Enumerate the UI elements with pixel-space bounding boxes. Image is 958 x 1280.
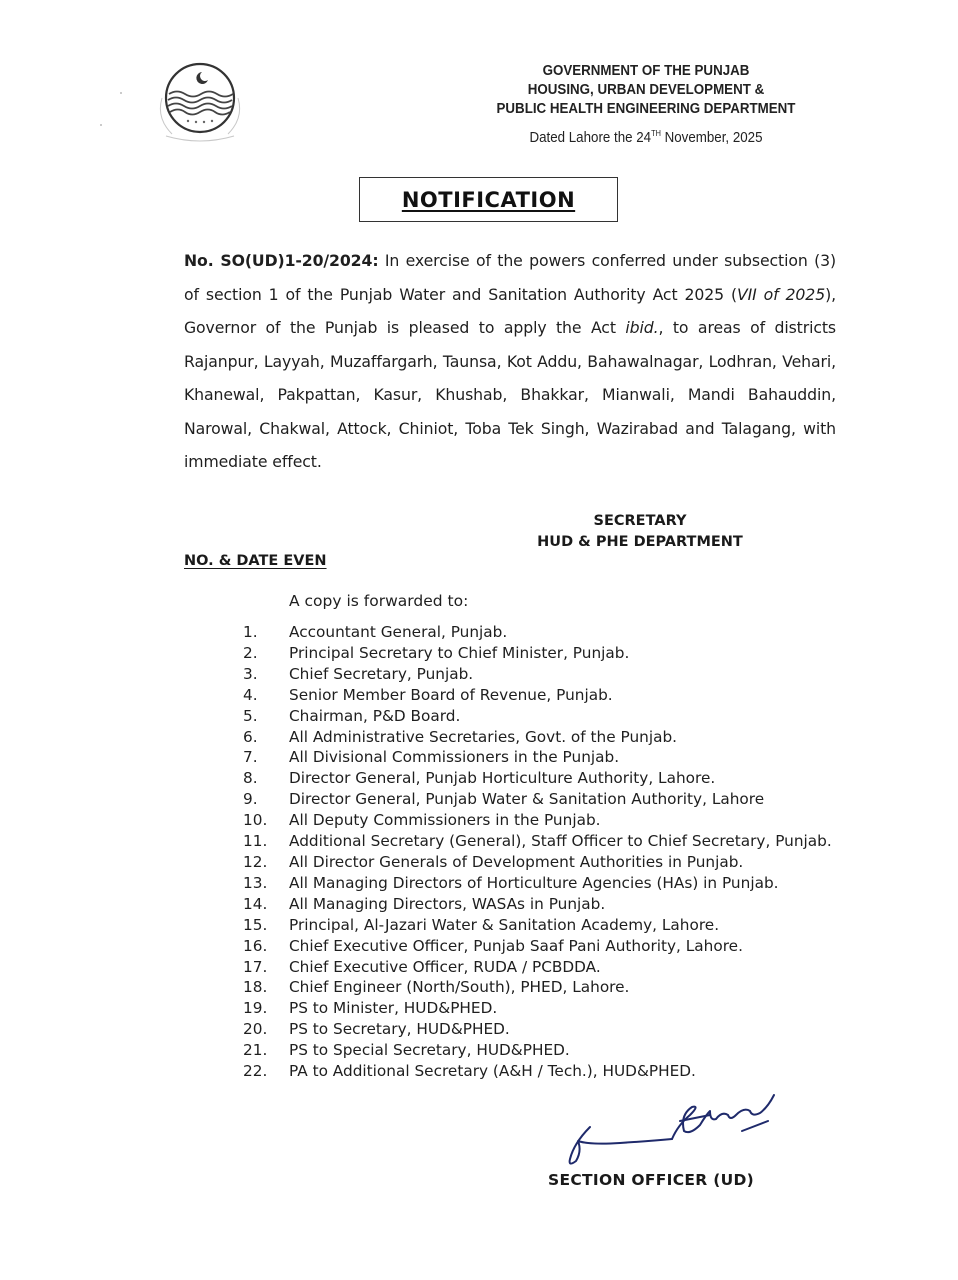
recipient-text: All Managing Directors, WASAs in Punjab. [289, 894, 606, 913]
recipient-text: Senior Member Board of Revenue, Punjab. [289, 685, 613, 704]
recipient-item [243, 622, 843, 643]
recipient-text: All Director Generals of Development Authorities in Punjab. [289, 852, 744, 871]
recipient-number: 17. [243, 957, 268, 976]
recipient-item [243, 706, 843, 727]
notification-title: NOTIFICATION [401, 187, 576, 212]
recipient-number: 20. [243, 1020, 268, 1039]
ibid: ibid. [625, 318, 659, 337]
scan-speck [100, 124, 102, 126]
act-reference: VII of 2025 [737, 284, 826, 304]
notification-body [184, 244, 836, 479]
recipient-text: Chief Secretary, Punjab. [289, 664, 474, 683]
letterhead-government: GOVERNMENT OF THE PUNJAB [542, 63, 750, 79]
recipient-number: 1. [243, 623, 258, 641]
letterhead-department-line1: HOUSING, URBAN DEVELOPMENT & [527, 82, 765, 98]
notification-title-box [359, 177, 618, 222]
recipient-number: 18. [243, 978, 268, 997]
recipient-item [243, 831, 843, 852]
recipient-item [243, 810, 843, 831]
recipient-text: Additional Secretary (General), Staff Officer to Chief Secretary, Punjab. [289, 832, 832, 851]
punjab-emblem-logo [152, 58, 248, 142]
recipient-text: Principal Secretary to Chief Minister, Punjab. [289, 643, 630, 662]
recipient-text: All Administrative Secretaries, Govt. of the Punjab. [289, 727, 678, 746]
secretary-signatory [520, 511, 760, 553]
recipient-item [243, 977, 843, 998]
recipient-number: 8. [243, 769, 258, 788]
recipient-number: 19. [243, 999, 268, 1018]
recipient-text: Chief Executive Officer, RUDA / PCBDDA. [289, 957, 601, 976]
letterhead [456, 62, 835, 148]
signatory-department: HUD & PHE DEPARTMENT [537, 534, 743, 550]
recipient-text: PS to Minister, HUD&PHED. [289, 999, 498, 1018]
recipient-item [243, 936, 843, 957]
recipient-number: 6. [243, 727, 258, 746]
recipient-item [243, 1040, 843, 1061]
recipient-number: 13. [243, 873, 268, 892]
recipient-number: 9. [243, 790, 258, 809]
recipient-list [243, 622, 843, 1082]
date-ordinal: TH [651, 129, 661, 138]
recipient-text: Chief Executive Officer, Punjab Saaf Pani Authority, Lahore. [289, 936, 743, 955]
recipient-text: PS to Special Secretary, HUD&PHED. [289, 1041, 570, 1060]
recipient-text: Chairman, P&D Board. [289, 706, 461, 725]
recipient-text: All Deputy Commissioners in the Punjab. [289, 811, 601, 830]
recipient-number: 11. [243, 832, 268, 851]
handwritten-signature [560, 1085, 790, 1175]
recipient-item [243, 747, 843, 768]
recipient-number: 2. [243, 643, 258, 662]
scan-speck [120, 92, 122, 94]
recipient-number: 22. [243, 1062, 268, 1081]
recipient-item [243, 894, 843, 915]
recipient-text: All Divisional Commissioners in the Punjab. [289, 748, 620, 767]
recipient-text: PS to Secretary, HUD&PHED. [289, 1020, 510, 1039]
recipient-item [243, 727, 843, 748]
date-suffix: November, 2025 [660, 130, 763, 146]
recipient-item [243, 1019, 843, 1040]
recipient-text: Chief Engineer (North/South), PHED, Lahore. [289, 978, 630, 997]
recipient-item [243, 957, 843, 978]
body-text-1: In exercise of the powers conferred under subsection (3) of section 1 of the Punjab Water and Sanitation Authority Act 2025 ( [184, 251, 837, 304]
recipient-number: 10. [243, 811, 268, 830]
recipient-number: 21. [243, 1041, 268, 1060]
recipient-text: PA to Additional Secretary (A&H / Tech.), HUD&PHED. [289, 1062, 696, 1081]
recipient-text: Accountant General, Punjab. [289, 623, 508, 641]
recipient-item [243, 768, 843, 789]
recipient-item [243, 789, 843, 810]
recipient-text: Principal, Al-Jazari Water & Sanitation Academy, Lahore. [289, 915, 720, 934]
recipient-number: 5. [243, 706, 258, 725]
recipient-number: 7. [243, 748, 258, 767]
letterhead-department-line2: PUBLIC HEALTH ENGINEERING DEPARTMENT [496, 101, 796, 117]
recipient-item [243, 998, 843, 1019]
recipient-number: 14. [243, 894, 268, 913]
recipient-text: Director General, Punjab Horticulture Authority, Lahore. [289, 769, 716, 788]
recipient-item [243, 915, 843, 936]
recipient-number: 12. [243, 852, 268, 871]
recipient-number: 3. [243, 664, 258, 683]
forwarded-to-label: A copy is forwarded to: [289, 592, 469, 610]
signatory-title: SECRETARY [593, 513, 687, 529]
recipient-item [243, 873, 843, 894]
recipient-item [243, 1061, 843, 1082]
body-text-3: , to areas of districts Rajanpur, Layyah, Muzaffargarh, Taunsa, Kot Addu, Bahawalnagar, Lodhran, Vehari, Khanewal, Pakpattan, Kasur, Khushab, Bhakkar, Mianwali, Mandi Bahauddin, Narowal, Chakwal, Attock, Chiniot, Toba Tek Singh, Wazirabad and Talagang, with immediate effect. [184, 318, 836, 471]
section-officer-signatory: SECTION OFFICER (UD) [548, 1171, 755, 1189]
notification-number: No. SO(UD)1-20/2024: [184, 251, 379, 270]
recipient-text: Director General, Punjab Water & Sanitation Authority, Lahore [289, 790, 765, 809]
date-prefix: Dated Lahore the 24 [529, 130, 652, 146]
date-line [456, 124, 835, 148]
recipient-number: 15. [243, 915, 268, 934]
recipient-number: 16. [243, 936, 268, 955]
recipient-item [243, 852, 843, 873]
recipient-number: 4. [243, 685, 258, 704]
recipient-text: All Managing Directors of Horticulture Agencies (HAs) in Punjab. [289, 873, 779, 892]
recipient-item [243, 664, 843, 685]
recipient-item [243, 685, 843, 706]
body-text-2: ), Governor of the Punjab is pleased to apply the Act [184, 284, 836, 337]
no-date-even: NO. & DATE EVEN [184, 553, 327, 569]
recipient-item [243, 643, 843, 664]
